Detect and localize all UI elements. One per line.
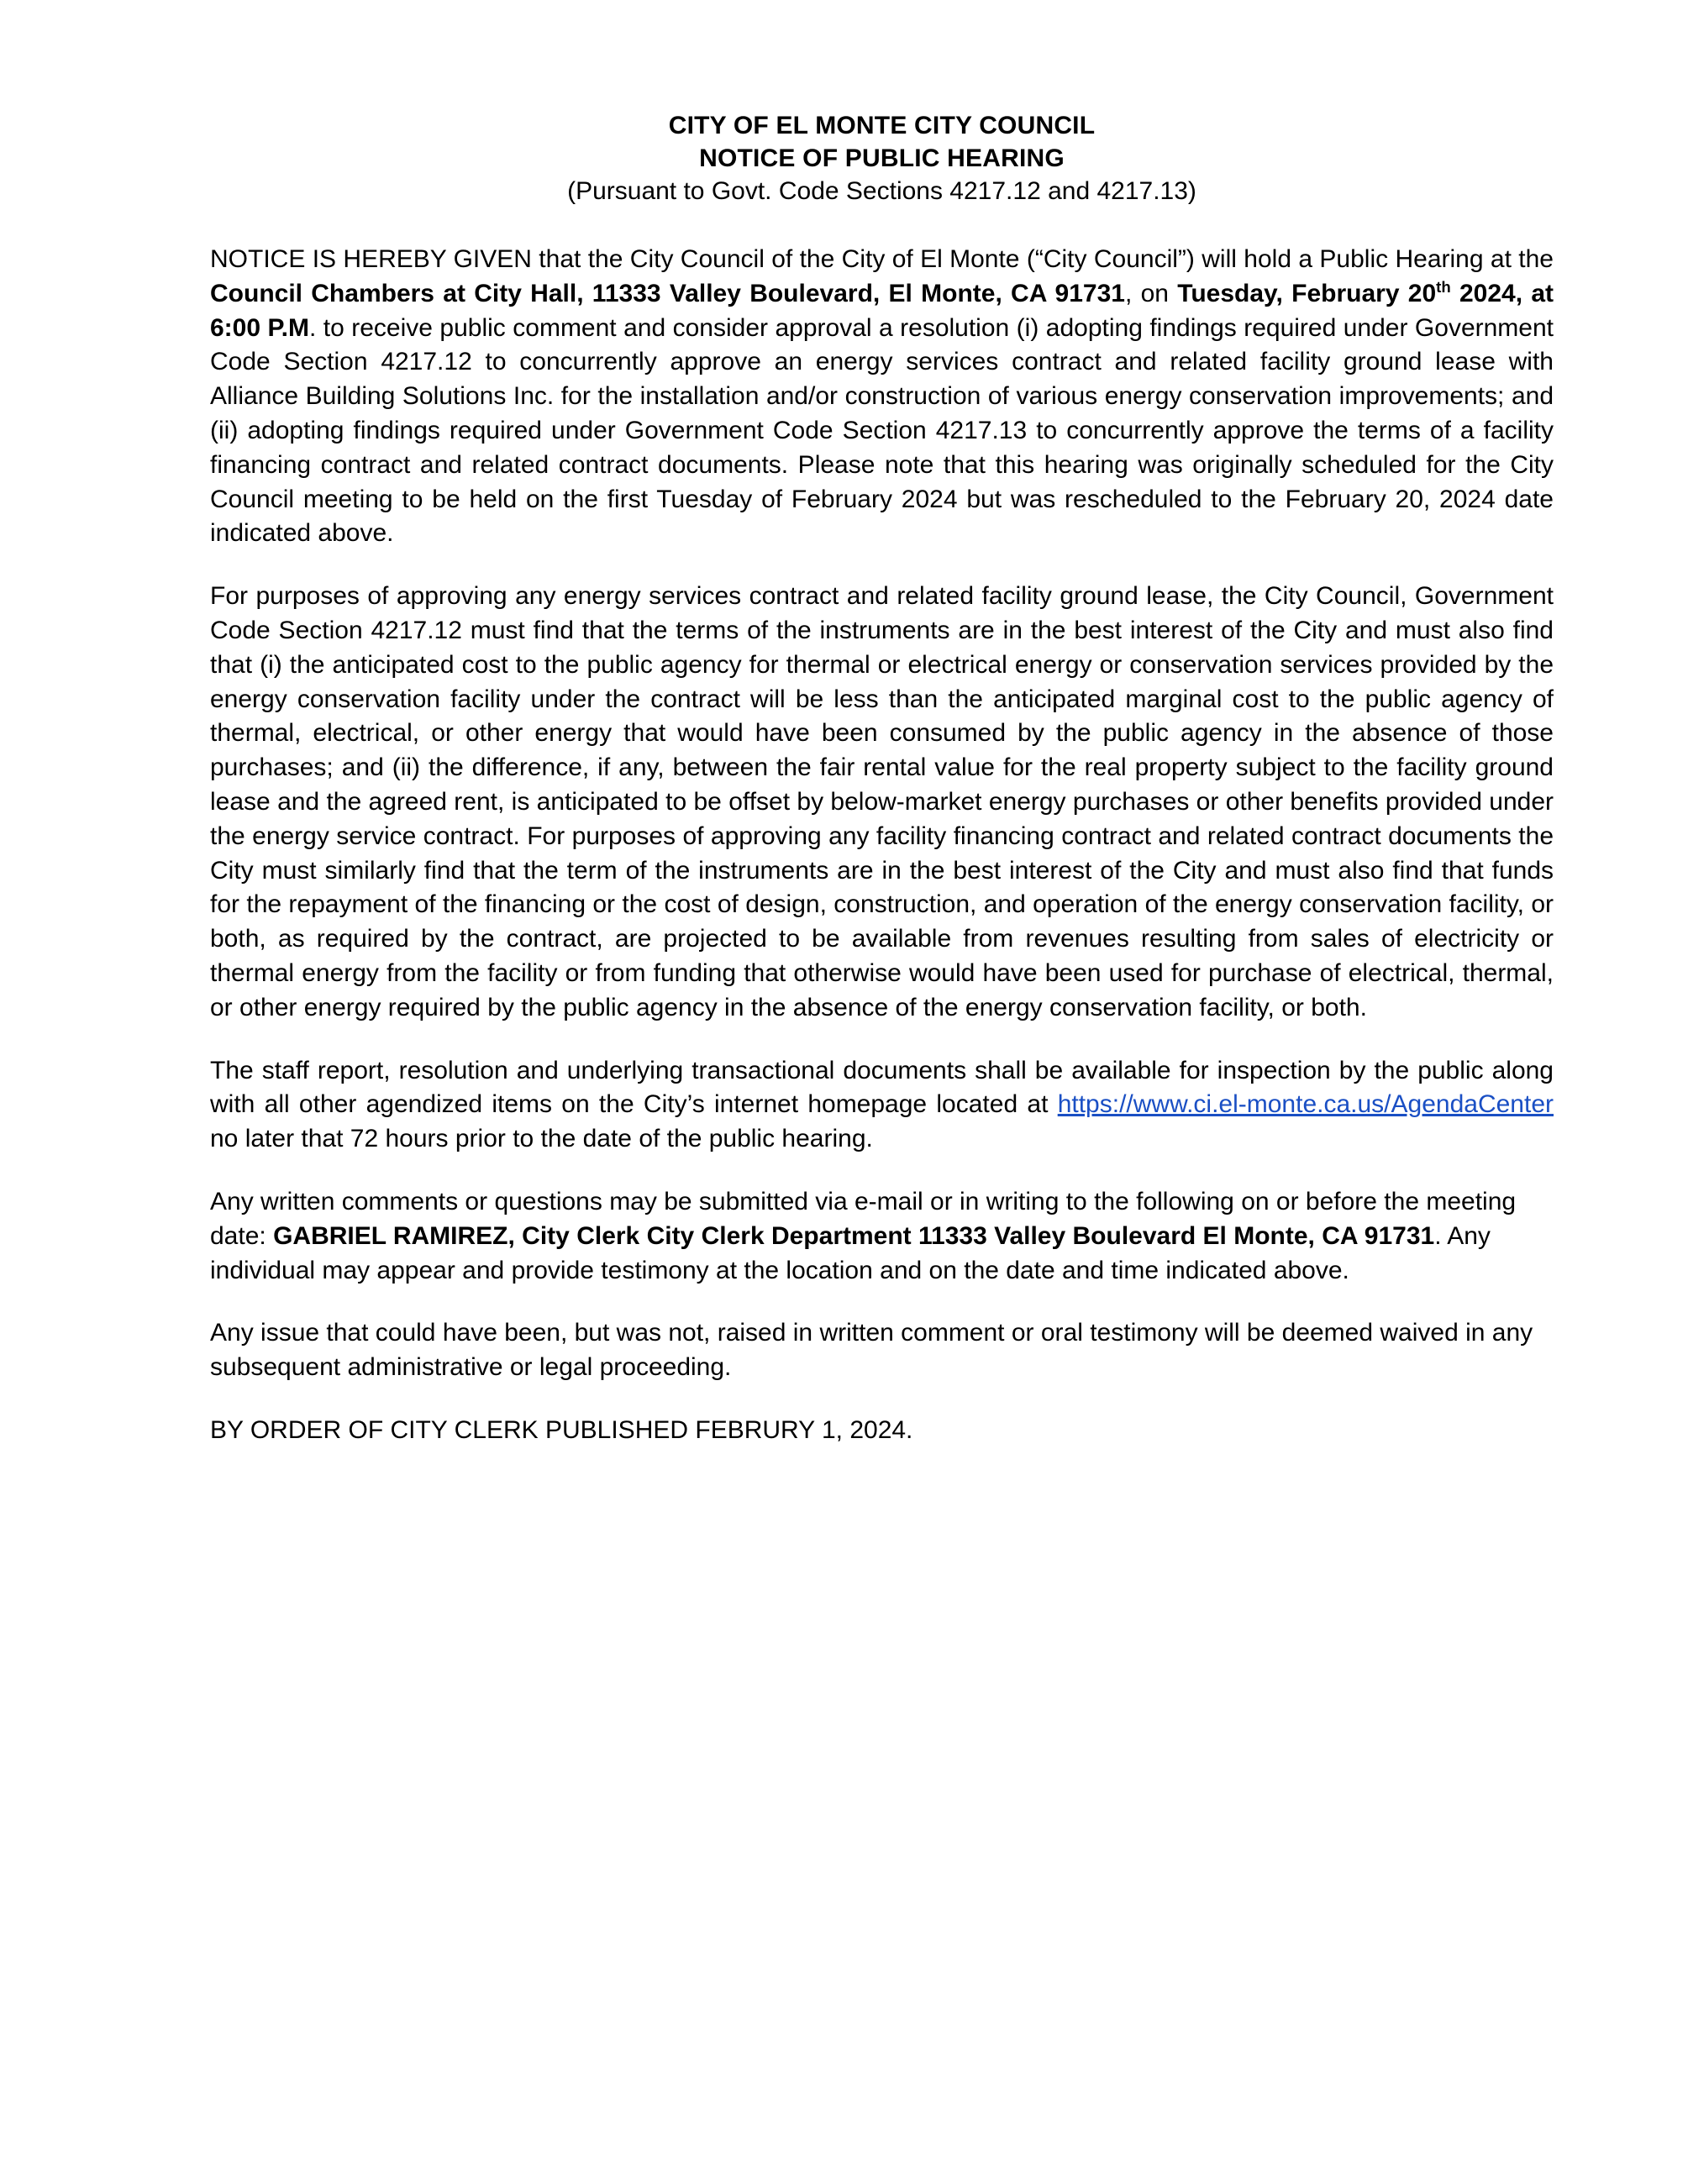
paragraph-staff-report bbox=[210, 1054, 1554, 1157]
p1-segment-2: , on bbox=[1124, 279, 1178, 307]
document-header bbox=[210, 109, 1554, 207]
header-title-line1: CITY OF EL MONTE CITY COUNCIL bbox=[668, 112, 1096, 139]
p1-date-ordinal-suffix: th bbox=[1436, 277, 1451, 296]
p1-bold-date-pre: Tuesday, February 20 bbox=[1177, 279, 1437, 307]
p3-segment-1: The staff report, resolution and underlying transactional documents shall be available for inspection by the public along with all other agendized items on the City’s internet homepage located at bbox=[210, 1056, 1554, 1119]
p1-segment-1: NOTICE IS HEREBY GIVEN that the City Council of the City of El Monte (“City Council”) will hold a Public Hearing at the bbox=[210, 245, 1554, 273]
p3-segment-2: no later that 72 hours prior to the date of the public hearing. bbox=[210, 1125, 873, 1153]
p2-segment-1: For purposes of approving any energy services contract and related facility ground lease, the City Council, Government Code Section 4217.12 must find that the terms of the instruments are in the best interest of the City and must also find that bbox=[210, 582, 1554, 679]
p4-bold-clerk-contact: GABRIEL RAMIREZ, City Clerk City Clerk Department 11333 Valley Boulevard El Monte, CA 91731 bbox=[273, 1221, 1435, 1250]
header-subtitle: (Pursuant to Govt. Code Sections 4217.12 and 4217.13) bbox=[567, 177, 1196, 205]
document-body bbox=[210, 243, 1554, 1448]
paragraph-waiver: Any issue that could have been, but was not, raised in written comment or oral testimony will be deemed waived in any subsequent administrative or legal proceeding. bbox=[210, 1319, 1533, 1382]
p1-segment-3: . to receive public comment and consider approval a resolution (i) adopting findings required under Government Code Section 4217.12 to concurrently approve an energy services contract and related facility ground lease with Alliance Building Solutions Inc. for the installation and/or construction of various energy conservation improvements; and (ii) adopting findings required under Government Code Section 4217.13 to concurrently approve the terms of a facility financing contract and related contract documents. Please note that this hearing was originally scheduled for the City Council meeting to be held on the first Tuesday of February 2024 but was rescheduled to the February 20, 2024 date indicated above. bbox=[210, 313, 1554, 548]
p4-segment-2: . Any individual may appear and provide testimony at the location and on the date and time indicated above. bbox=[210, 1221, 1491, 1284]
paragraph-order: BY ORDER OF CITY CLERK PUBLISHED FEBRURY 1, 2024. bbox=[210, 1415, 913, 1444]
p1-bold-date-post: 2024, at 6:00 P.M bbox=[210, 279, 1554, 342]
p2-segment-2: (i) the anticipated cost to the public agency for thermal or electrical energy or conservation services provided by the energy conservation facility under the contract will be less than the anticipated marginal cost to the public agency of thermal, electrical, or other energy that would have been consumed by the public agency in the absence of those purchases; and (ii) the difference, if any, between the fair rental value for the real property subject to the facility ground lease and the agreed rent, is anticipated to be offset by below-market energy purchases or other benefits provided under the energy service contract. For purposes of approving any facility financing contract and related contract documents the City must similarly find that the term of the instruments are in the best interest of the City and must also find that funds for the repayment of the financing or the cost of design, construction, and operation of the energy conservation facility, or both, as required by the contract, are projected to be available from revenues resulting from sales of electricity or thermal energy from the facility or from funding that otherwise would have been used for purchase of electrical, thermal, or other energy required by the public agency in the absence of the energy conservation facility, or both. bbox=[210, 650, 1554, 1021]
paragraph-findings bbox=[210, 580, 1554, 1025]
header-title-line2: NOTICE OF PUBLIC HEARING bbox=[699, 144, 1065, 172]
paragraph-notice bbox=[210, 243, 1554, 551]
agenda-center-link[interactable]: https://www.ci.el-monte.ca.us/AgendaCenter bbox=[1057, 1090, 1554, 1119]
paragraph-comments bbox=[210, 1185, 1554, 1288]
p4-segment-1: Any written comments or questions may be submitted via e-mail or in writing to the following on or before the meeting date: bbox=[210, 1187, 1517, 1250]
p1-bold-location: Council Chambers at City Hall, 11333 Valley Boulevard, El Monte, CA 91731 bbox=[210, 279, 1125, 307]
